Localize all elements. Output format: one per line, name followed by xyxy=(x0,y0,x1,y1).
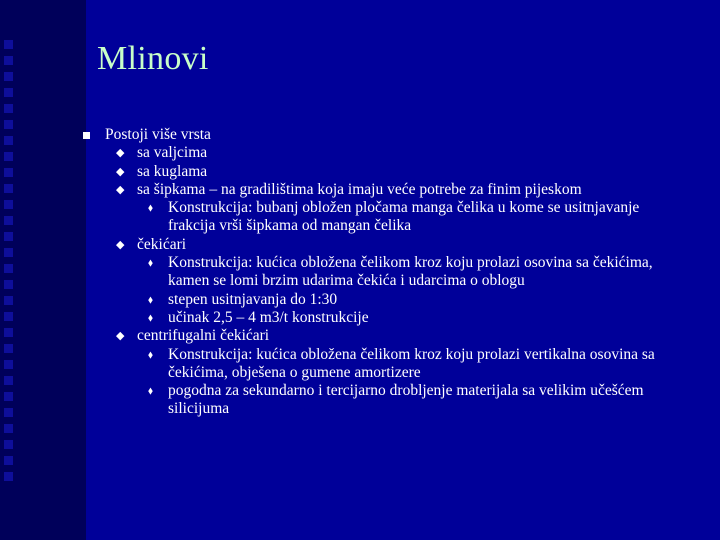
arrow-bullet-icon: ⬧ xyxy=(148,348,153,361)
list-item xyxy=(80,181,680,199)
decorative-squares-column xyxy=(4,40,20,488)
list-item-text: sa valjcima xyxy=(137,144,208,162)
list-item-text: Postoji više vrsta xyxy=(105,126,211,143)
list-item xyxy=(80,199,680,236)
slide-title: Mlinovi xyxy=(97,40,209,77)
list-item-text: stepen usitnjavanja do 1:30 xyxy=(168,290,338,308)
list-item xyxy=(80,163,680,181)
list-item-text: Konstrukcija: kućica obložena čelikom kroz koju prolazi osovina sa čekićima, kamen se lomi brzim udarima čekića i udarcima o oblogu xyxy=(168,254,653,290)
arrow-bullet-icon: ⬧ xyxy=(148,311,153,324)
bullet-list xyxy=(80,126,680,419)
arrow-bullet-icon: ⬧ xyxy=(148,385,153,398)
list-item xyxy=(80,309,680,327)
list-item-text: Konstrukcija: bubanj obložen pločama manga čelika u kome se usitnjavanje frakcija vrši šipkama od mangan čelika xyxy=(168,199,640,235)
list-item xyxy=(80,236,680,254)
diamond-bullet-icon: ◆ xyxy=(116,147,125,160)
list-item xyxy=(80,291,680,309)
list-item xyxy=(80,382,680,419)
list-item xyxy=(80,126,680,144)
list-item xyxy=(80,144,680,162)
list-item-text: učinak 2,5 – 4 m3/t konstrukcije xyxy=(168,308,369,326)
square-bullet-icon xyxy=(83,132,90,139)
list-item xyxy=(80,346,680,383)
list-item xyxy=(80,327,680,345)
list-item-text: čekićari xyxy=(137,235,187,253)
decorative-side-bar xyxy=(0,0,86,540)
list-item-text: sa kuglama xyxy=(137,162,208,180)
list-item-text: Konstrukcija: kućica obložena čelikom kroz koju prolazi vertikalna osovina sa čekićima, obješena o gumene amortizere xyxy=(168,345,655,381)
list-item-text: pogodna za sekundarno i tercijarno drobljenje materijala sa velikim učešćem silicijuma xyxy=(168,382,644,418)
diamond-bullet-icon: ◆ xyxy=(116,330,125,343)
diamond-bullet-icon: ◆ xyxy=(116,183,125,196)
arrow-bullet-icon: ⬧ xyxy=(148,257,153,270)
list-item-text: sa šipkama – na gradilištima koja imaju veće potrebe za finim pijeskom xyxy=(137,180,582,198)
diamond-bullet-icon: ◆ xyxy=(116,165,125,178)
list-item xyxy=(80,254,680,291)
list-item-text: centrifugalni čekićari xyxy=(137,327,270,345)
diamond-bullet-icon: ◆ xyxy=(116,238,125,251)
arrow-bullet-icon: ⬧ xyxy=(148,202,153,215)
arrow-bullet-icon: ⬧ xyxy=(148,293,153,306)
